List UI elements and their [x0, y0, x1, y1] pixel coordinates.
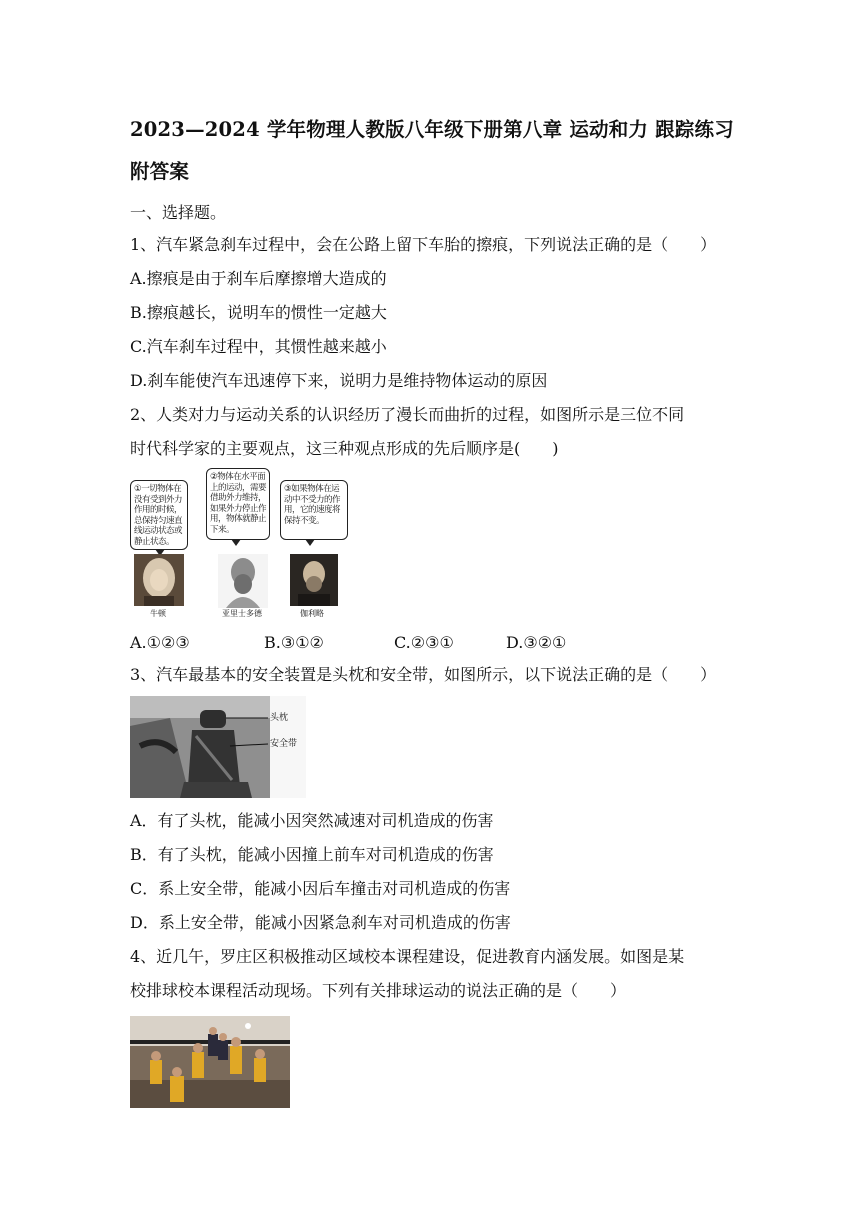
q4-stem-line2: 校排球校本课程活动现场。下列有关排球运动的说法正确的是（ ） [130, 981, 627, 1000]
q4-stem-line1: 4、近几午，罗庄区积极推动区域校本课程建设，促进教育内涵发展。如图是某 [130, 947, 685, 966]
q3-option-b: B．有了头枕，能减小因撞上前车对司机造成的伤害 [130, 845, 494, 864]
q3-option-d: D．系上安全带，能减小因紧急刹车对司机造成的伤害 [130, 913, 511, 932]
q1-option-c: C.汽车刹车过程中，其惯性越来越小 [130, 337, 387, 356]
q1-stem: 1、汽车紧急刹车过程中，会在公路上留下车胎的擦痕，下列说法正确的是（ ） [130, 235, 717, 254]
q1-option-b: B.擦痕越长，说明车的惯性一定越大 [130, 303, 387, 322]
q2-options [130, 626, 566, 660]
document-title-line2: 附答案 [130, 160, 190, 183]
q2-stem-line2: 时代科学家的主要观点，这三种观点形成的先后顺序是( ) [130, 439, 559, 458]
document-title-line1: 2023—2024 学年物理人教版八年级下册第八章 运动和力 跟踪练习 [130, 118, 734, 141]
galileo-speech-bubble: ③如果物体在运动中不受力的作用，它的速度将保持不变。 [280, 480, 348, 540]
volleyball-photo [130, 1016, 290, 1108]
galileo-portrait [290, 554, 338, 606]
q3-stem: 3、汽车最基本的安全装置是头枕和安全带，如图所示，以下说法正确的是（ ） [130, 665, 717, 684]
q3-option-a: A．有了头枕，能减小因突然减速对司机造成的伤害 [130, 811, 494, 830]
volleyball-figure [130, 1016, 290, 1108]
q1-option-d: D.刹车能使汽车迅速停下来，说明力是维持物体运动的原因 [130, 371, 548, 390]
q2-option-b: B.③①② [264, 633, 324, 652]
q2-option-d: D.③②① [506, 633, 567, 652]
newton-portrait [134, 554, 184, 606]
aristotle-speech-bubble: ②物体在水平面上的运动，需要借助外力维持，如果外力停止作用，物体就静止下来。 [206, 468, 270, 540]
car-seat-figure [130, 696, 306, 798]
aristotle-label: 亚里士多德 [222, 609, 262, 618]
q1-option-a: A.擦痕是由于刹车后摩擦增大造成的 [130, 269, 387, 288]
aristotle-bust [218, 554, 268, 608]
q2-stem-line1: 2、人类对力与运动关系的认识经历了漫长而曲折的过程，如图所示是三位不同 [130, 405, 685, 424]
newton-label: 牛顿 [150, 609, 166, 618]
newton-speech-bubble: ①一切物体在没有受到外力作用的时候，总保持匀速直线运动状态或静止状态。 [130, 480, 188, 550]
galileo-label: 伽利略 [300, 609, 324, 618]
q3-option-c: C．系上安全带，能减小因后车撞击对司机造成的伤害 [130, 879, 511, 898]
q2-option-c: C.②③① [394, 633, 454, 652]
section-heading: 一、选择题。 [130, 203, 227, 222]
q2-option-a: A.①②③ [130, 633, 190, 652]
seatbelt-label: 安全带 [270, 739, 298, 749]
headrest-label: 头枕 [270, 713, 289, 723]
scientists-figure [130, 468, 356, 624]
